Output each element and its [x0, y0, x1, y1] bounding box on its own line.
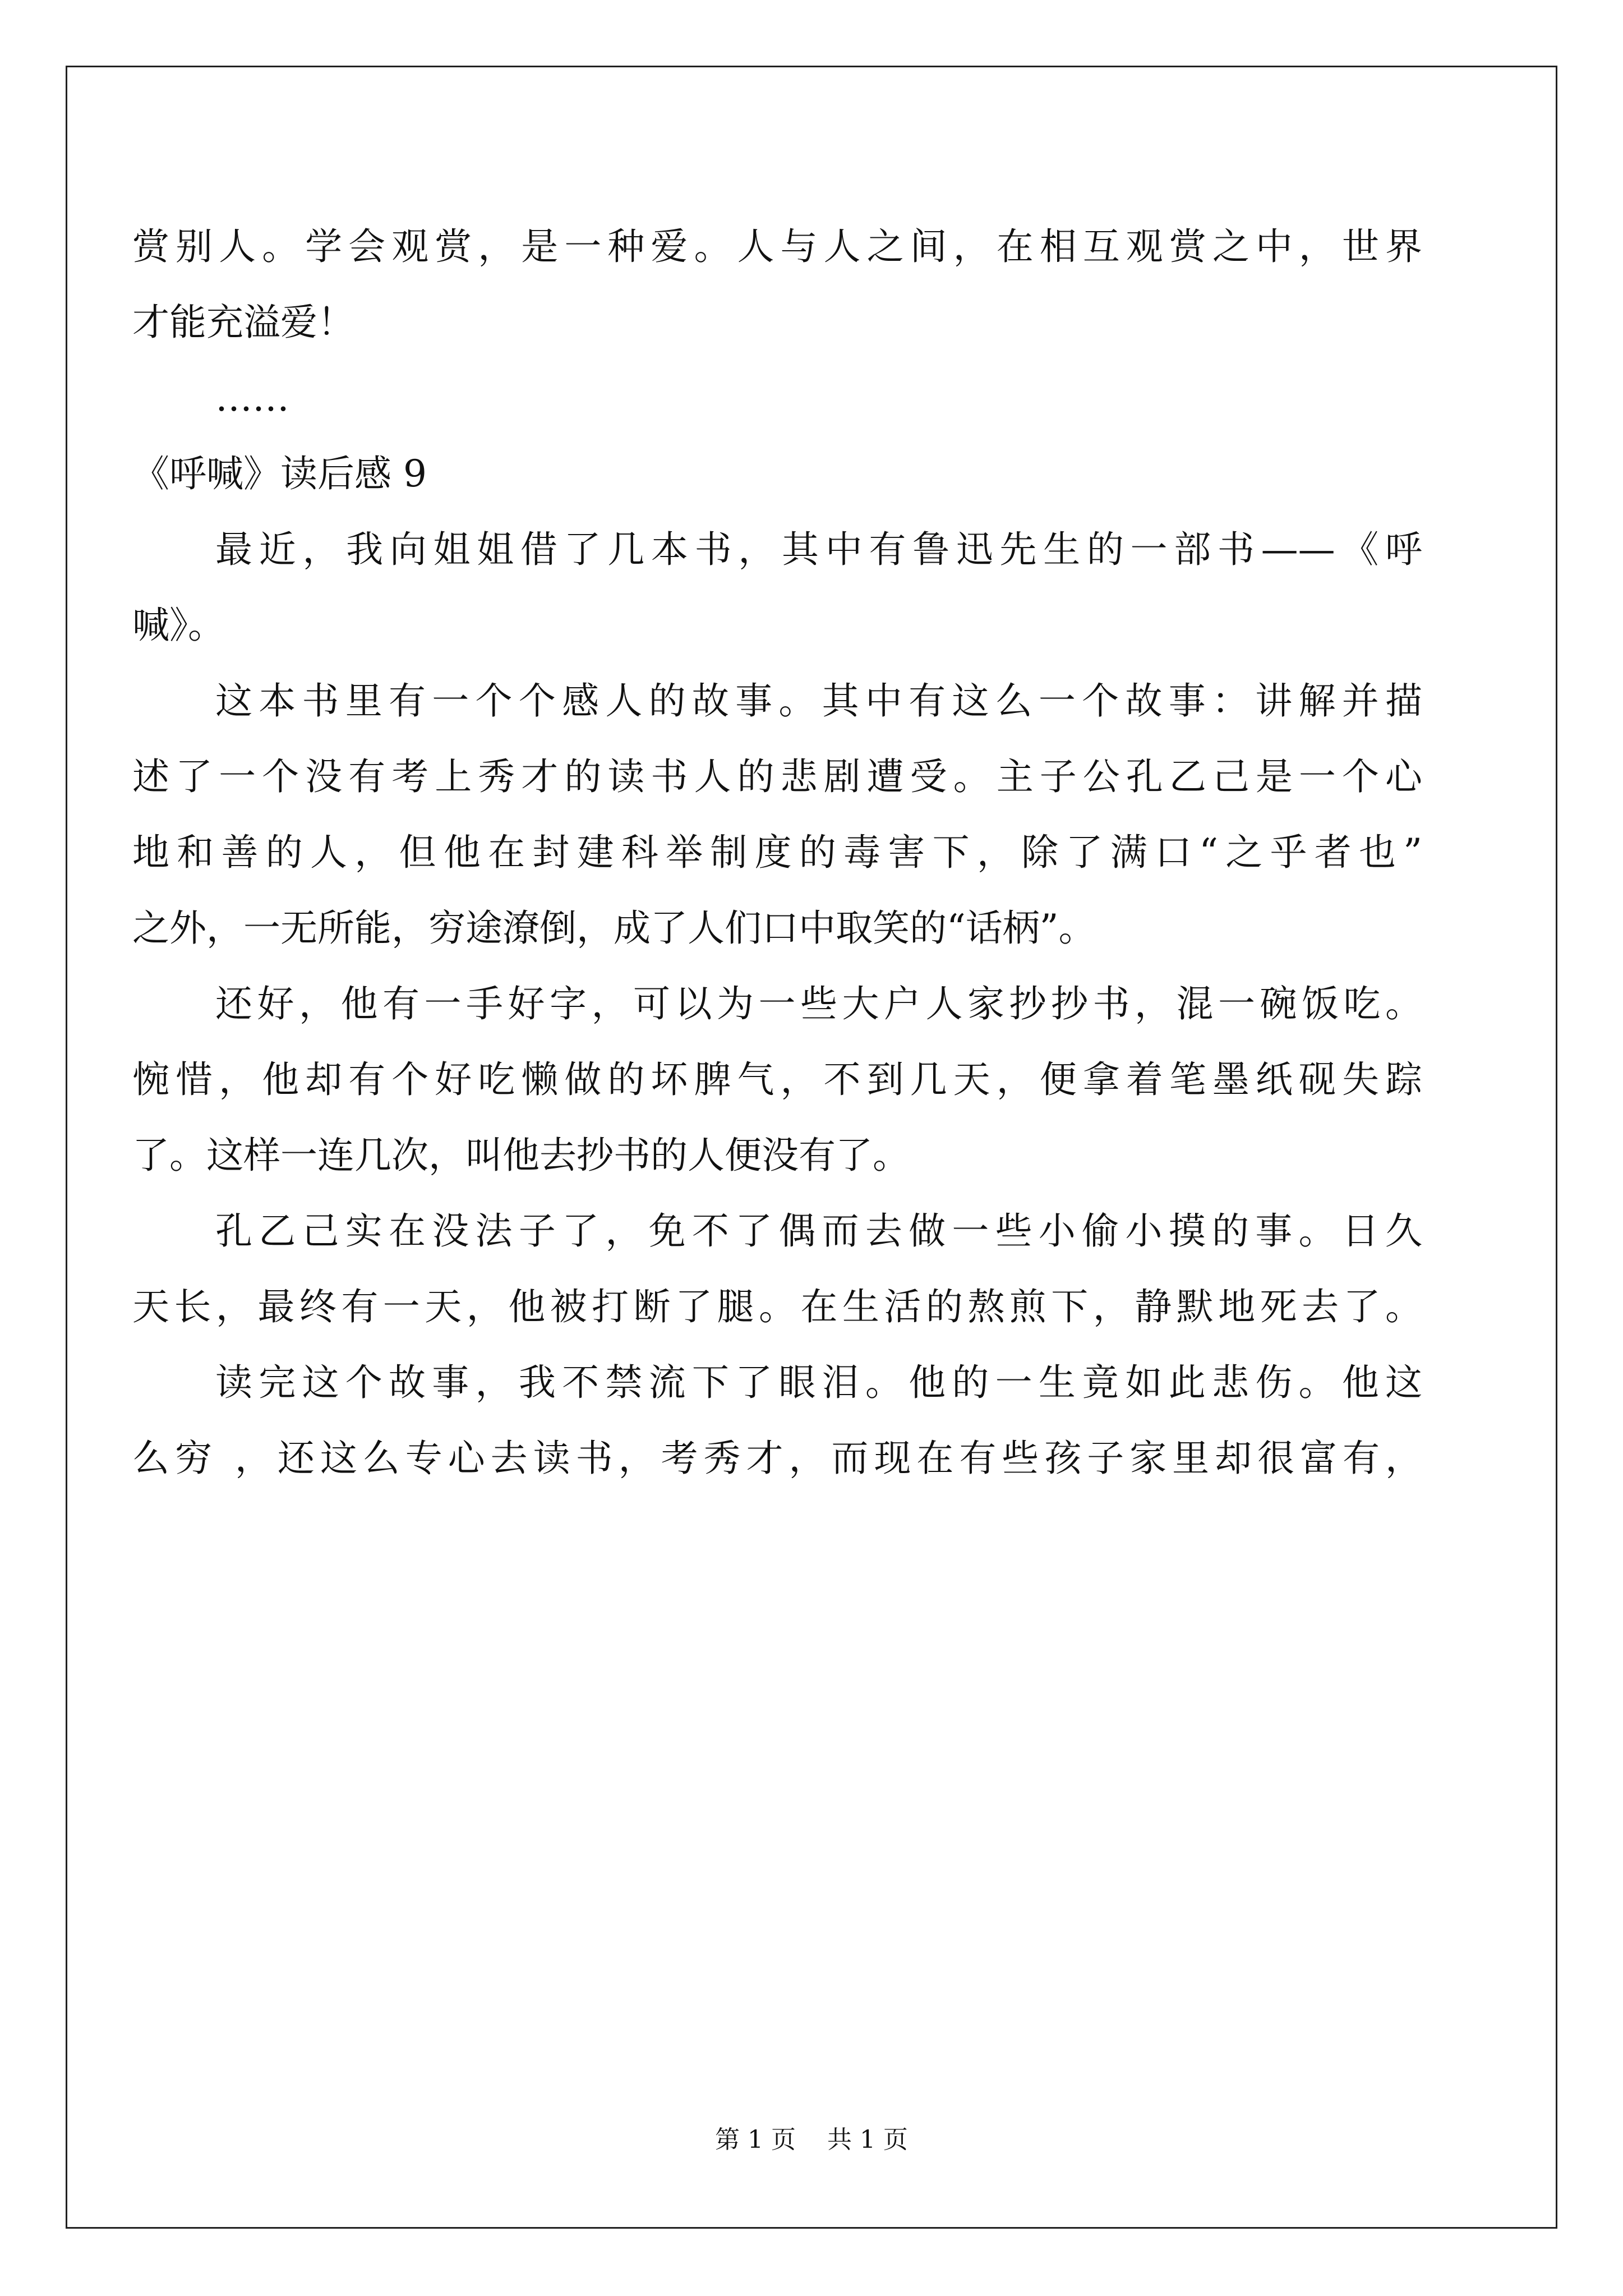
text-line: 天长，最终有一天，他被打断了腿。在生活的熬煎下，静默地死去了。 — [132, 1285, 1422, 1328]
text-line: 么穷 ，还这么专心去读书，考秀才，而现在有些孩子家里却很富有， — [132, 1437, 1422, 1480]
text-line: 读完这个故事，我不禁流下了眼泪。他的一生竟如此悲伤。他这 — [215, 1361, 1422, 1404]
text-line: 赏别人。学会观赏，是一种爱。人与人之间，在相互观赏之中，世界 — [132, 225, 1422, 268]
text-line: 地和善的人，但他在封建科举制度的毒害下，除了满口“之乎者也” — [132, 831, 1422, 874]
section-heading: 《呼喊》读后感 9 — [132, 452, 427, 495]
text-line: 这本书里有一个个感人的故事。其中有这么一个故事：讲解并描 — [215, 679, 1422, 723]
text-line: 孔乙己实在没法子了，免不了偶而去做一些小偷小摸的事。日久 — [215, 1209, 1422, 1253]
page-number-footer: 第 1 页 共 1 页 — [715, 2125, 908, 2154]
text-line: 才能充溢爱！ — [132, 301, 354, 344]
text-line: 最近，我向姐姐借了几本书，其中有鲁迅先生的一部书——《呼 — [215, 528, 1422, 571]
text-line: 还好，他有一手好字，可以为一些大户人家抄抄书，混一碗饭吃。 — [215, 982, 1422, 1025]
text-line: 述了一个没有考上秀才的读书人的悲剧遭受。主子公孔乙己是一个心 — [132, 755, 1422, 798]
text-line: 喊》。 — [132, 604, 225, 647]
ellipsis-line: …… — [215, 376, 289, 420]
text-line: 了。这样一连几次，叫他去抄书的人便没有了。 — [132, 1134, 910, 1177]
text-line: 惋惜，他却有个好吃懒做的坏脾气，不到几天，便拿着笔墨纸砚失踪 — [132, 1058, 1422, 1101]
text-line: 之外，一无所能，穷途潦倒，成了人们口中取笑的“话柄”。 — [132, 907, 1096, 950]
